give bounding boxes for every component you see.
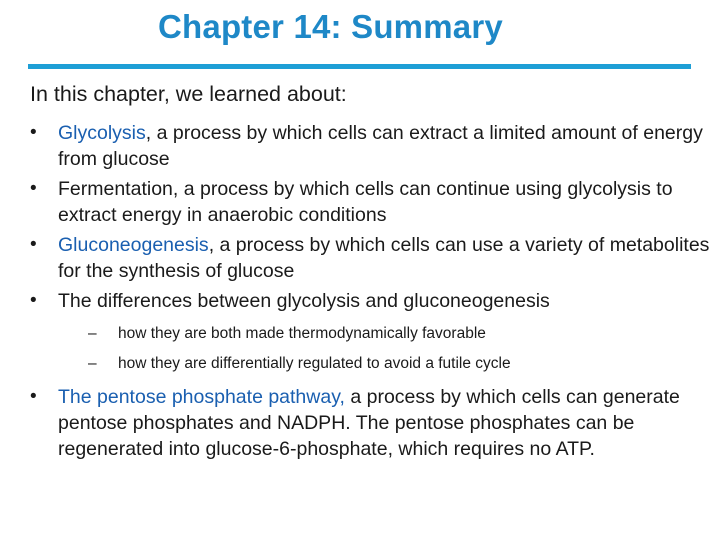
title-divider [28,64,691,69]
dash-symbol: – [88,355,97,372]
bullet-symbol: • [30,178,37,199]
dash-symbol: – [88,325,97,342]
bullet-symbol: • [30,386,37,407]
slide-title: Chapter 14: Summary [158,8,503,45]
key-term: Glycolysis [58,122,146,144]
list-item [30,288,710,314]
bullet-symbol: • [30,290,37,311]
list-item [30,232,710,284]
bullet-symbol: • [30,234,37,255]
bullet-symbol: • [30,122,37,143]
list-item [30,384,710,462]
item-text: , a process by which cells can continue using glycolysis to extract energy in anaerobic conditions [58,178,673,226]
sub-list [88,324,710,374]
sub-item-text: how they are differentially regulated to avoid a futile cycle [118,355,511,372]
sub-item-text: how they are both made thermodynamically favorable [118,325,486,342]
key-term: Gluconeogenesis [58,234,209,256]
key-term: The differences between glycolysis and gluconeogenesis [58,290,550,312]
key-term: The pentose phosphate pathway, [58,386,345,408]
key-term: Fermentation [58,178,173,200]
list-item [30,176,710,228]
item-text: , a process by which cells can extract a limited amount of energy from glucose [58,122,703,170]
intro-text: In this chapter, we learned about: [30,82,347,106]
summary-list [30,120,710,466]
item-text: , a process by which cells can use a variety of metabolites for the synthesis of glucose [58,234,710,282]
sub-list-item [88,324,710,344]
list-item [30,120,710,172]
item-text: a process by which cells can generate pentose phosphates and NADPH. The pentose phosphates can be regenerated into glucose-6-phosphate, which requires no ATP. [58,386,680,460]
sub-list-item [88,354,710,374]
